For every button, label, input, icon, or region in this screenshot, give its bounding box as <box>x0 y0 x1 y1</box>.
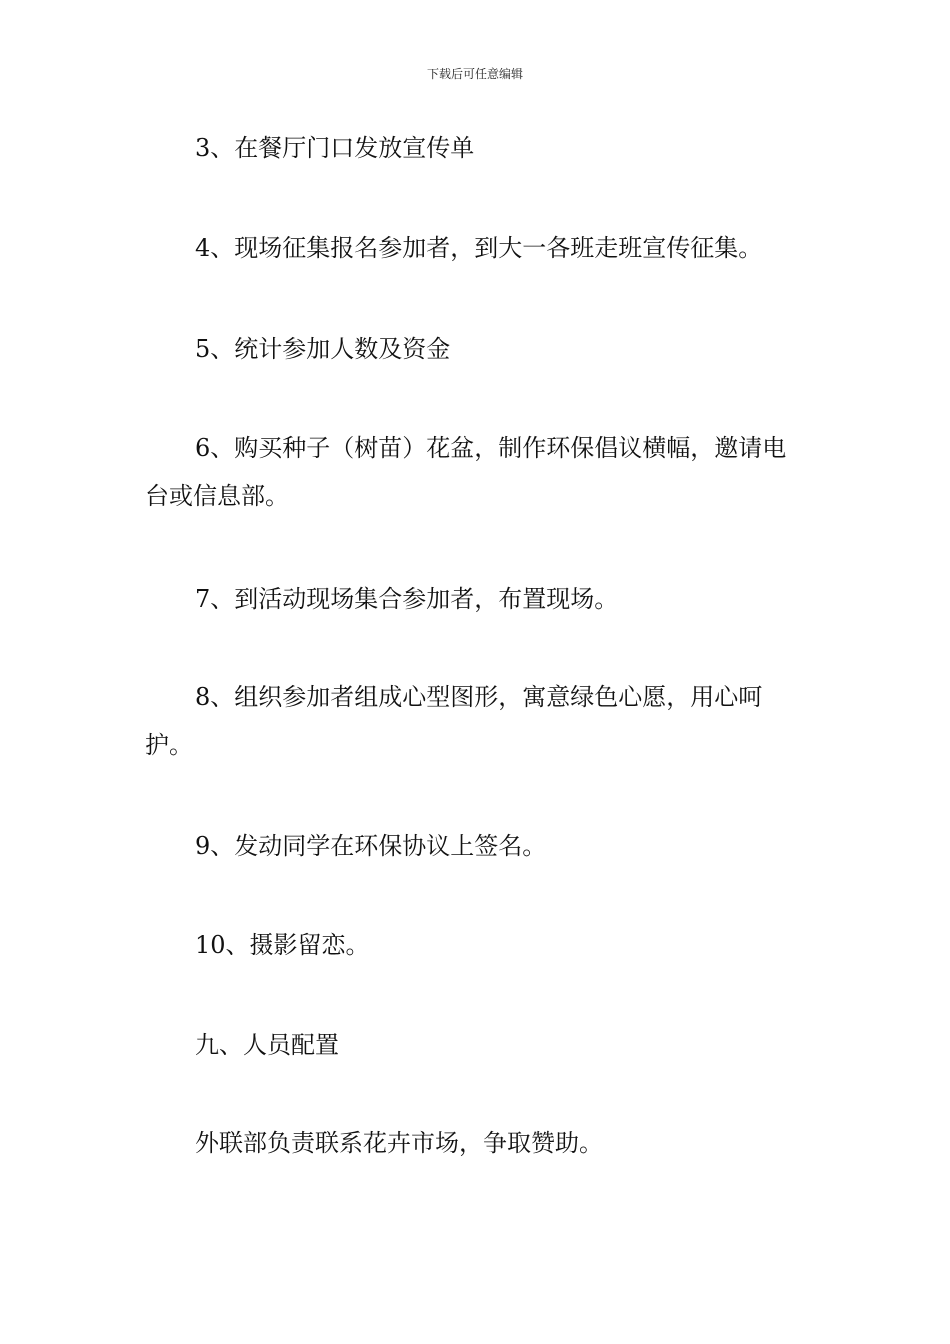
paragraph-step-6: 6、购买种子（树苗）花盆，制作环保倡议横幅，邀请电台或信息部。 <box>145 434 787 510</box>
paragraph-step-4: 4、现场征集报名参加者，到大一各班走班宣传征集。 <box>195 234 763 262</box>
section-heading-staffing: 九、人员配置 <box>195 1031 339 1059</box>
page-header: 下载后可任意编辑 <box>426 67 523 81</box>
paragraph-step-3: 3、在餐厅门口发放宣传单 <box>195 134 475 162</box>
paragraph-external-relations: 外联部负责联系花卉市场，争取赞助。 <box>195 1129 603 1157</box>
paragraph-step-10: 10、摄影留恋。 <box>195 931 370 959</box>
paragraph-step-7: 7、到活动现场集合参加者，布置现场。 <box>195 585 619 613</box>
paragraph-step-5: 5、统计参加人数及资金 <box>195 335 451 363</box>
paragraph-step-9: 9、发动同学在环保协议上签名。 <box>195 832 547 860</box>
paragraph-step-8: 8、组织参加者组成心型图形，寓意绿色心愿，用心呵护。 <box>145 683 763 759</box>
